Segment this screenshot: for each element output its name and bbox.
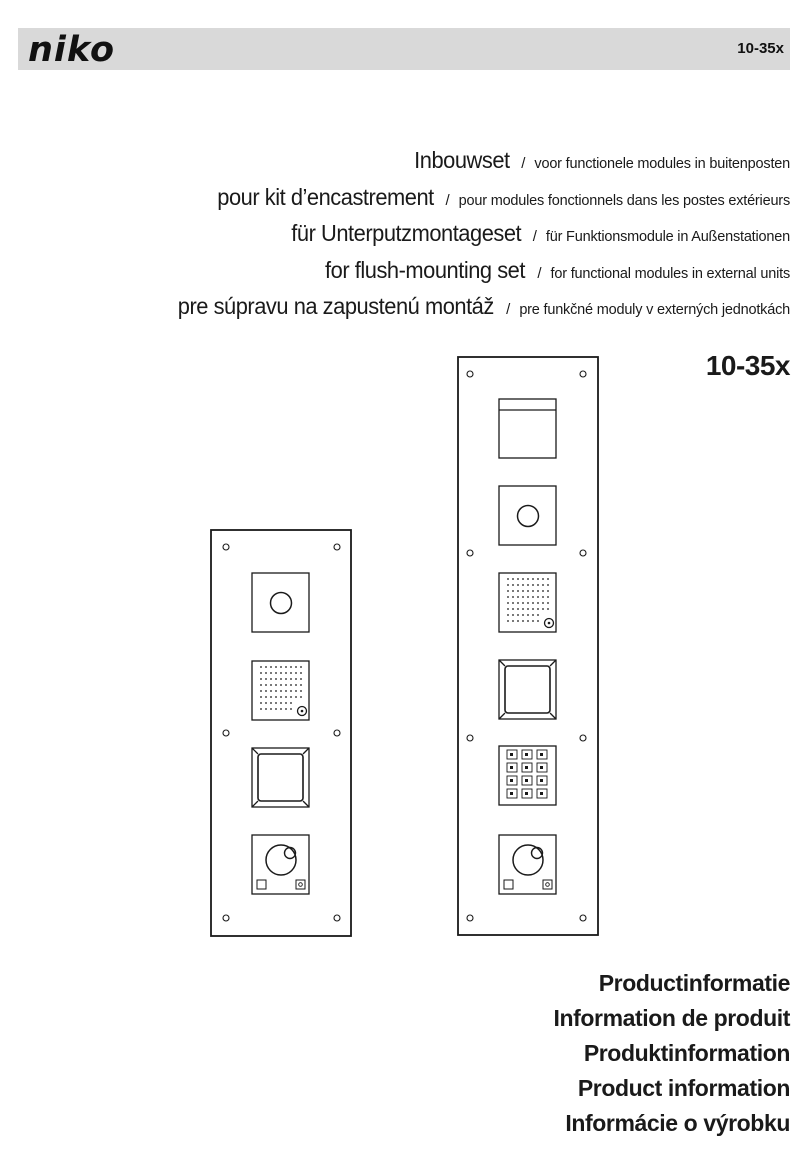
title-sub: für Funktionsmodule in Außenstationen <box>545 229 790 245</box>
speaker-grille <box>260 666 302 710</box>
product-info-list <box>553 966 790 1141</box>
title-sub: pour modules fonctionnels dans les postes extérieurs <box>458 192 790 209</box>
title-separator: / <box>537 264 542 282</box>
model-label: 10-35x <box>705 350 790 381</box>
screw-holes <box>223 544 340 921</box>
nameplate-module <box>499 399 556 458</box>
title-separator: / <box>532 228 537 245</box>
product-info-item: Informácie o výrobku <box>565 1110 790 1136</box>
product-info-item: Productinformatie <box>598 970 790 996</box>
small-panel <box>211 530 351 936</box>
title-separator: / <box>521 155 526 172</box>
title-main: für Unterputzmontageset <box>290 220 521 246</box>
call-button-module <box>252 835 309 894</box>
title-main: for flush-mounting set <box>325 256 526 283</box>
speaker-grille <box>507 578 549 622</box>
title-main: pre súpravu na zapustenú montáž <box>178 293 495 319</box>
camera-module <box>252 573 309 632</box>
title-sub: voor functionele modules in buitenposten <box>534 156 790 172</box>
title-separator: / <box>445 191 450 209</box>
camera-module <box>499 486 556 545</box>
niko-logo: niko <box>28 30 115 70</box>
title-main: Inbouwset <box>413 147 510 173</box>
title-main: pour kit d’encastrement <box>216 183 434 210</box>
header-model-code: 10-35x <box>737 40 784 57</box>
tall-panel <box>458 357 598 935</box>
blank-module <box>252 748 309 807</box>
product-info-item: Information de produit <box>553 1005 790 1031</box>
speaker-module <box>252 661 309 720</box>
product-info-item: Produktinformation <box>583 1040 790 1066</box>
blank-module <box>499 660 556 719</box>
title-sub: pre funkčné moduly v externých jednotkách <box>519 302 790 318</box>
title-sub: for functional modules in external units <box>550 265 790 282</box>
product-info-item: Product information <box>577 1075 790 1101</box>
speaker-module <box>499 573 556 632</box>
screw-holes <box>467 371 586 921</box>
keypad-module <box>499 746 556 805</box>
call-button-module <box>499 835 556 894</box>
tall-panel-frame <box>458 357 598 935</box>
keypad-keys <box>507 750 547 798</box>
title-separator: / <box>506 301 511 318</box>
